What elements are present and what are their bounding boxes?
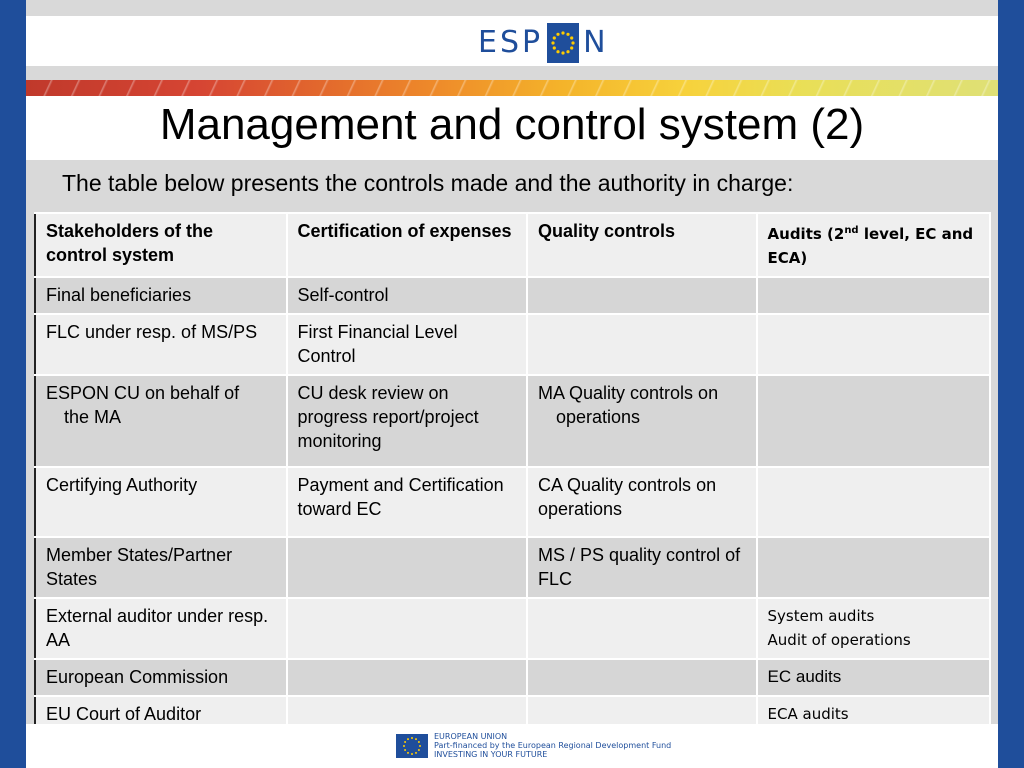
control-table [34, 212, 991, 734]
cell-stakeholder [35, 375, 287, 467]
cell-stakeholder-line1: ESPON CU on behalf of [46, 383, 240, 403]
cell-audits-line2: Audit of operations [767, 631, 911, 649]
cell-audits: ECA audits [757, 696, 990, 733]
cell-quality-line2: operations [556, 407, 641, 427]
eu-line1: EUROPEAN UNION [434, 732, 508, 741]
cell-certification: CU desk review on progress report/project monitoring [287, 375, 528, 467]
eu-line2: Part-financed by the European Regional Development Fund [434, 741, 672, 750]
cell-quality [527, 314, 757, 375]
cell-certification: Self-control [287, 277, 528, 314]
cell-quality [527, 375, 757, 467]
header-certification: Certification of expenses [287, 213, 528, 277]
cell-audits [757, 598, 990, 659]
top-strip [26, 0, 998, 16]
cell-stakeholder: External auditor under resp. AA [35, 598, 287, 659]
table-row [35, 598, 990, 659]
header-audits-sup: nd [844, 225, 859, 236]
table-row [35, 467, 990, 537]
cell-audits-line1: System audits [767, 607, 875, 625]
cell-quality: CA Quality controls on operations [527, 467, 757, 537]
cell-certification [287, 537, 528, 598]
cell-certification: Payment and Certification toward EC [287, 467, 528, 537]
table-row [35, 659, 990, 696]
cell-certification [287, 659, 528, 696]
table-row [35, 375, 990, 467]
cell-stakeholder: Final beneficiaries [35, 277, 287, 314]
header-audits-post: level, EC and ECA) [767, 225, 974, 267]
map-color-band [26, 80, 998, 96]
cell-audits [757, 537, 990, 598]
slide-content [26, 160, 998, 724]
espon-logo [478, 23, 609, 63]
cell-certification [287, 598, 528, 659]
cell-stakeholder: European Commission [35, 659, 287, 696]
logo-text-left: ESP [478, 25, 544, 60]
cell-audits [757, 467, 990, 537]
header-audits [757, 213, 990, 277]
eu-flag-icon [396, 734, 428, 758]
cell-audits [757, 277, 990, 314]
eu-stars-circle-icon [547, 23, 579, 63]
eu-funding-text [434, 732, 671, 759]
header-logo-area [26, 16, 998, 66]
cell-quality: MS / PS quality control of FLC [527, 537, 757, 598]
cell-stakeholder: Member States/Partner States [35, 537, 287, 598]
table-row [35, 277, 990, 314]
header-stakeholders: Stakeholders of the control system [35, 213, 287, 277]
cell-quality [527, 277, 757, 314]
table-header-row [35, 213, 990, 277]
slide-title: Management and control system (2) [159, 100, 865, 149]
header-quality-controls: Quality controls [527, 213, 757, 277]
cell-stakeholder: FLC under resp. of MS/PS [35, 314, 287, 375]
gray-band [26, 66, 998, 80]
table-row [35, 537, 990, 598]
eu-funding-logo [396, 732, 671, 759]
intro-text: The table below presents the controls made and the authority in charge: [62, 170, 794, 196]
footer-strip [26, 724, 998, 768]
header-audits-pre: Audits (2 [767, 225, 845, 243]
logo-text-right: N [583, 25, 609, 60]
table-row [35, 314, 990, 375]
cell-audits [757, 375, 990, 467]
cell-quality-line1: MA Quality controls on [538, 383, 719, 403]
eu-line3: INVESTING IN YOUR FUTURE [434, 750, 548, 759]
cell-stakeholder: Certifying Authority [35, 467, 287, 537]
cell-quality [527, 659, 757, 696]
cell-stakeholder: EU Court of Auditor [35, 696, 287, 733]
left-border-bar [0, 0, 26, 768]
right-border-bar [998, 0, 1024, 768]
cell-audits [757, 314, 990, 375]
title-bar [26, 96, 998, 160]
cell-stakeholder-line2: the MA [64, 407, 122, 427]
cell-audits: EC audits [757, 659, 990, 696]
cell-certification: First Financial Level Control [287, 314, 528, 375]
cell-quality [527, 598, 757, 659]
